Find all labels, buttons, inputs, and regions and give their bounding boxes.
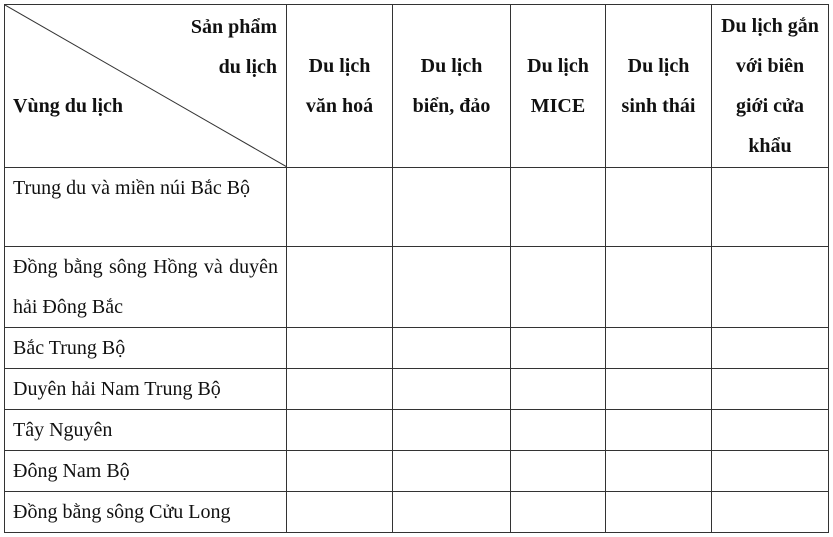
empty-cell [511, 369, 606, 410]
empty-cell [606, 328, 712, 369]
empty-cell [287, 410, 393, 451]
empty-cell [287, 492, 393, 533]
empty-cell [606, 247, 712, 328]
column-header-eco: Du lịch sinh thái [606, 5, 712, 168]
row-axis-label: Vùng du lịch [13, 95, 124, 117]
column-axis-label: Sản phẩm du lịch [190, 16, 277, 78]
empty-cell [511, 492, 606, 533]
empty-cell [287, 247, 393, 328]
region-cell: Duyên hải Nam Trung Bộ [5, 369, 287, 410]
table-row [5, 492, 829, 533]
region-cell: Trung du và miền núi Bắc Bộ [5, 168, 287, 247]
empty-cell [606, 410, 712, 451]
corner-cell [5, 5, 287, 168]
column-header-border-gate: Du lịch gắn với biên giới cửa khẩu [712, 5, 829, 168]
empty-cell [712, 328, 829, 369]
empty-cell [606, 451, 712, 492]
empty-cell [287, 369, 393, 410]
empty-cell [511, 247, 606, 328]
column-header-culture: Du lịch văn hoá [287, 5, 393, 168]
table-row [5, 168, 829, 247]
table-row [5, 369, 829, 410]
tourism-product-table [4, 4, 829, 533]
column-header-sea-island: Du lịch biển, đảo [393, 5, 511, 168]
empty-cell [712, 451, 829, 492]
empty-cell [287, 168, 393, 247]
empty-cell [393, 168, 511, 247]
empty-cell [606, 369, 712, 410]
table-row [5, 451, 829, 492]
empty-cell [712, 168, 829, 247]
empty-cell [712, 492, 829, 533]
empty-cell [511, 168, 606, 247]
region-cell: Đồng bằng sông Hồng và duyên hải Đông Bắc [5, 247, 287, 328]
empty-cell [511, 410, 606, 451]
empty-cell [511, 328, 606, 369]
empty-cell [606, 168, 712, 247]
empty-cell [606, 492, 712, 533]
table-row [5, 410, 829, 451]
empty-cell [511, 451, 606, 492]
region-cell: Tây Nguyên [5, 410, 287, 451]
region-cell: Đông Nam Bộ [5, 451, 287, 492]
region-cell: Bắc Trung Bộ [5, 328, 287, 369]
table-row [5, 328, 829, 369]
header-row [5, 5, 829, 168]
empty-cell [712, 410, 829, 451]
table-row [5, 247, 829, 328]
empty-cell [393, 328, 511, 369]
empty-cell [287, 451, 393, 492]
empty-cell [712, 369, 829, 410]
empty-cell [712, 247, 829, 328]
empty-cell [393, 369, 511, 410]
empty-cell [287, 328, 393, 369]
empty-cell [393, 410, 511, 451]
region-cell: Đồng bằng sông Cửu Long [5, 492, 287, 533]
column-header-mice: Du lịch MICE [511, 5, 606, 168]
empty-cell [393, 451, 511, 492]
empty-cell [393, 492, 511, 533]
empty-cell [393, 247, 511, 328]
